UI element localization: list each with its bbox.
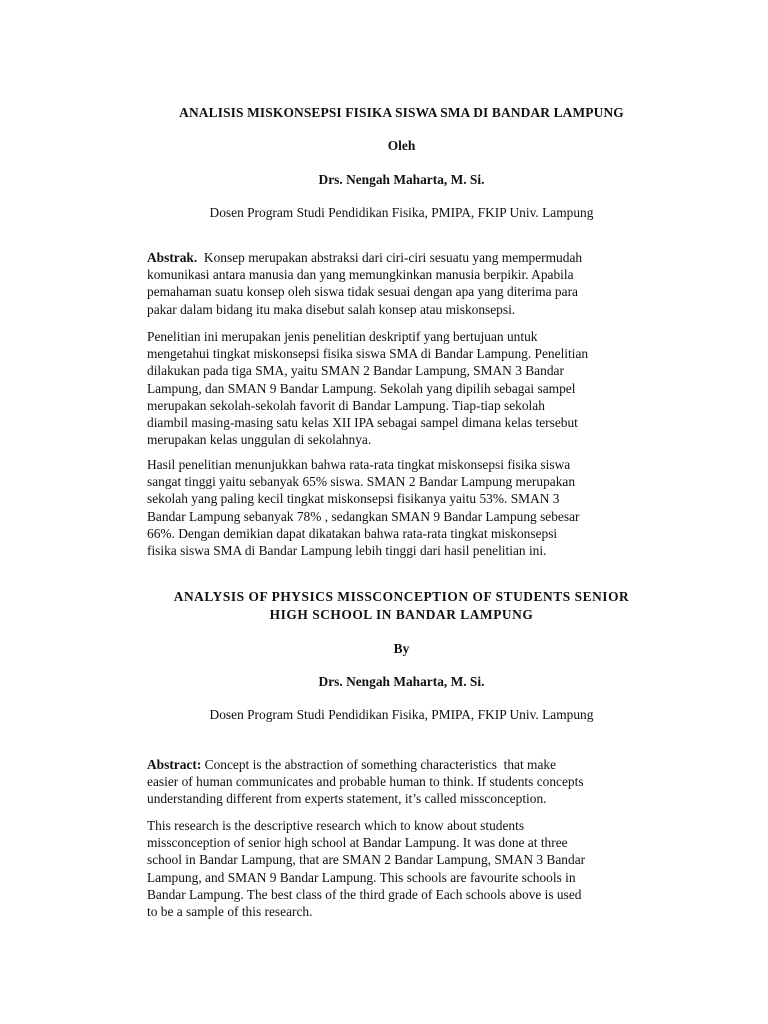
abstract-paragraph-2-english [147,817,663,920]
abstract-paragraph-1-indonesian [147,249,663,318]
abstract-line: Bandar Lampung. The best class of the third grade of Each schools above is used [147,886,582,902]
abstract-line: Abstract: Concept is the abstraction of something characteristics that make [147,757,557,772]
abstract-line: Hasil penelitian menunjukkan bahwa rata-rata tingkat miskonsepsi fisika siswa [147,457,571,472]
author-english: Drs. Nengah Maharta, M. Si. [318,674,485,689]
abstract-line: mengetahui tingkat miskonsepsi fisika siswa SMA di Bandar Lampung. Penelitian [147,346,589,362]
title-english [140,588,663,623]
abstract-label-indonesian: Abstrak. [147,250,198,265]
abstract-line: dilakukan pada tiga SMA, yaitu SMAN 2 Bandar Lampung, SMAN 3 Bandar [147,363,564,379]
abstract-line: pemahaman suatu konsep oleh siswa tidak sesuai dengan apa yang diterima para [147,284,578,300]
abstract-line: easier of human communicates and probable human to think. If students concepts [147,774,584,790]
title-line: ANALYSIS OF PHYSICS MISSCONCEPTION OF STUDENTS SENIOR [173,589,630,604]
abstract-line: to be a sample of this research. [147,904,313,920]
abstract-line: understanding different from experts statement, it’s called missconception. [147,791,547,807]
abstract-label-english: Abstract: [147,757,202,772]
abstract-line: Abstrak. Konsep merupakan abstraksi dari ciri-ciri sesuatu yang mempermudah [147,250,583,265]
by-label-english: By [393,641,410,656]
abstract-line: merupakan sekolah-sekolah favorit di Bandar Lampung. Tiap-tiap sekolah [147,397,545,413]
author-indonesian: Drs. Nengah Maharta, M. Si. [318,172,485,187]
abstract-line: sangat tinggi yaitu sebanyak 65% siswa. SMAN 2 Bandar Lampung merupakan [147,474,576,490]
abstract-line: Penelitian ini merupakan jenis penelitian deskriptif yang bertujuan untuk [147,329,538,344]
by-label-indonesian: Oleh [387,138,416,153]
abstract-paragraph-3-indonesian [147,456,663,559]
abstract-paragraph-1-english [147,756,663,808]
abstract-line: Lampung, and SMAN 9 Bandar Lampung. This schools are favourite schools in [147,869,576,885]
title-line: HIGH SCHOOL IN BANDAR LAMPUNG [269,606,534,622]
affiliation-indonesian: Dosen Program Studi Pendidikan Fisika, PMIPA, FKIP Univ. Lampung [209,205,594,220]
abstract-line: This research is the descriptive research which to know about students [147,818,525,833]
abstract-line: sekolah yang paling kecil tingkat miskonsepsi fisikanya yaitu 53%. SMAN 3 [147,491,560,507]
abstract-line: diambil masing-masing satu kelas XII IPA sebagai sampel dimana kelas tersebut [147,415,578,431]
abstract-line: fisika siswa SMA di Bandar Lampung lebih tinggi dari hasil penelitian ini. [147,543,547,559]
title-indonesian: ANALISIS MISKONSEPSI FISIKA SISWA SMA DI BANDAR LAMPUNG [179,105,624,120]
abstract-line: komunikasi antara manusia dan yang memungkinkan manusia berpikir. Apabila [147,267,574,283]
abstract-line: missconception of senior high school at Bandar Lampung. It was done at three [147,835,568,851]
abstract-line: pakar dalam bidang itu maka disebut salah konsep atau miskonsepsi. [147,301,516,317]
abstract-line: Bandar Lampung sebanyak 78% , sedangkan SMAN 9 Bandar Lampung sebesar [147,508,580,524]
abstract-line: 66%. Dengan demikian dapat dikatakan bahwa rata-rata tingkat miskonsepsi [147,525,558,541]
abstract-line: school in Bandar Lampung, that are SMAN 2 Bandar Lampung, SMAN 3 Bandar [147,852,586,868]
abstract-line: Lampung, dan SMAN 9 Bandar Lampung. Sekolah yang dipilih sebagai sampel [147,380,576,396]
abstract-line: merupakan kelas unggulan di sekolahnya. [147,432,372,448]
abstract-paragraph-2-indonesian [147,328,663,448]
affiliation-english: Dosen Program Studi Pendidikan Fisika, PMIPA, FKIP Univ. Lampung [209,707,594,722]
